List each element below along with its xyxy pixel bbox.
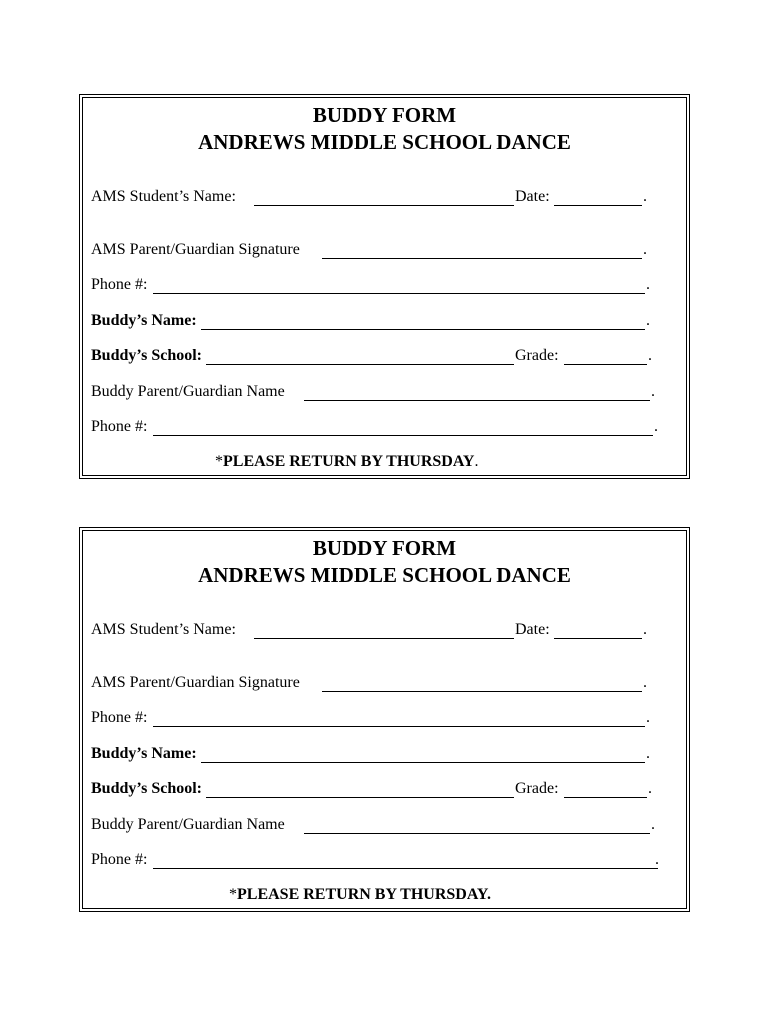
buddy-parent-field[interactable]	[304, 400, 650, 401]
buddy-name-field[interactable]	[201, 329, 645, 330]
phone-field[interactable]	[153, 726, 645, 727]
buddy-school-label: Buddy’s School:	[91, 347, 202, 364]
date-field[interactable]	[554, 205, 642, 206]
student-name-label: AMS Student’s Name:	[91, 188, 236, 205]
date-label: Date:	[515, 188, 550, 205]
parent-signature-field[interactable]	[322, 258, 642, 259]
phone-row	[91, 709, 147, 727]
buddy-name-label: Buddy’s Name:	[91, 745, 197, 762]
buddy-school-label: Buddy’s School:	[91, 780, 202, 797]
buddy-name-field[interactable]	[201, 762, 645, 763]
grade-label: Grade:	[515, 780, 559, 797]
buddy-school-field[interactable]	[206, 364, 514, 365]
phone-label: Phone #:	[91, 709, 148, 726]
form-title: BUDDY FORM	[312, 536, 457, 560]
grade-field[interactable]	[564, 364, 647, 365]
form-title: BUDDY FORM	[312, 103, 457, 127]
date-row	[515, 621, 550, 639]
student-name-row	[91, 621, 236, 639]
parent-signature-field[interactable]	[322, 691, 642, 692]
parent-signature-label: AMS Parent/Guardian Signature	[91, 674, 300, 691]
form-subtitle: ANDREWS MIDDLE SCHOOL DANCE	[198, 130, 571, 154]
return-notice-star: *	[215, 453, 223, 470]
grade-row	[515, 347, 559, 365]
student-name-row	[91, 188, 236, 206]
grade-label: Grade:	[515, 347, 559, 364]
phone-label: Phone #:	[91, 276, 148, 293]
student-name-field[interactable]	[254, 638, 514, 639]
buddy-school-field[interactable]	[206, 797, 514, 798]
student-name-label: AMS Student’s Name:	[91, 621, 236, 638]
grade-field[interactable]	[564, 797, 647, 798]
buddy-name-row	[91, 745, 197, 763]
date-label: Date:	[515, 621, 550, 638]
buddy-school-row	[91, 780, 202, 798]
return-notice-text: PLEASE RETURN BY THURSDAY.	[237, 886, 491, 903]
buddy-name-row	[91, 312, 197, 330]
buddy-form-2: BUDDY FORM ANDREWS MIDDLE SCHOOL DANCE AMS Student’s Name: Date: . AMS Parent/Guardian Signature . Phone #: . Buddy’s Name: . Buddy’s School: Grade: . Buddy Parent/Guardian Name . Phone #: . *PLEASE RETURN BY THURSDAY.	[79, 527, 690, 912]
parent-signature-row	[91, 241, 300, 259]
parent-signature-label: AMS Parent/Guardian Signature	[91, 241, 300, 258]
buddy-phone-row	[91, 418, 147, 436]
return-notice-star: *	[229, 886, 237, 903]
buddy-parent-row	[91, 816, 285, 834]
phone-row	[91, 276, 147, 294]
form-subtitle: ANDREWS MIDDLE SCHOOL DANCE	[198, 563, 571, 587]
buddy-parent-field[interactable]	[304, 833, 650, 834]
date-row	[515, 188, 550, 206]
buddy-phone-field[interactable]	[153, 435, 653, 436]
parent-signature-row	[91, 674, 300, 692]
buddy-phone-row	[91, 851, 147, 869]
buddy-phone-label: Phone #:	[91, 851, 148, 868]
buddy-parent-label: Buddy Parent/Guardian Name	[91, 816, 285, 833]
return-notice	[229, 886, 491, 904]
grade-row	[515, 780, 559, 798]
date-field[interactable]	[554, 638, 642, 639]
return-notice-text: PLEASE RETURN BY THURSDAY	[223, 453, 475, 470]
buddy-phone-label: Phone #:	[91, 418, 148, 435]
buddy-parent-label: Buddy Parent/Guardian Name	[91, 383, 285, 400]
return-notice-period: .	[474, 453, 479, 470]
buddy-form-1: BUDDY FORM ANDREWS MIDDLE SCHOOL DANCE AMS Student’s Name: Date: . AMS Parent/Guardian Signature . Phone #: . Buddy’s Name: . Buddy’s School: Grade: . Buddy Parent/Guardian Name . Phone #: . *PLEASE RETURN BY THURSDAY.	[79, 94, 690, 479]
buddy-name-label: Buddy’s Name:	[91, 312, 197, 329]
buddy-school-row	[91, 347, 202, 365]
student-name-field[interactable]	[254, 205, 514, 206]
buddy-phone-field[interactable]	[153, 868, 658, 869]
return-notice	[215, 453, 478, 471]
phone-field[interactable]	[153, 293, 645, 294]
buddy-parent-row	[91, 383, 285, 401]
